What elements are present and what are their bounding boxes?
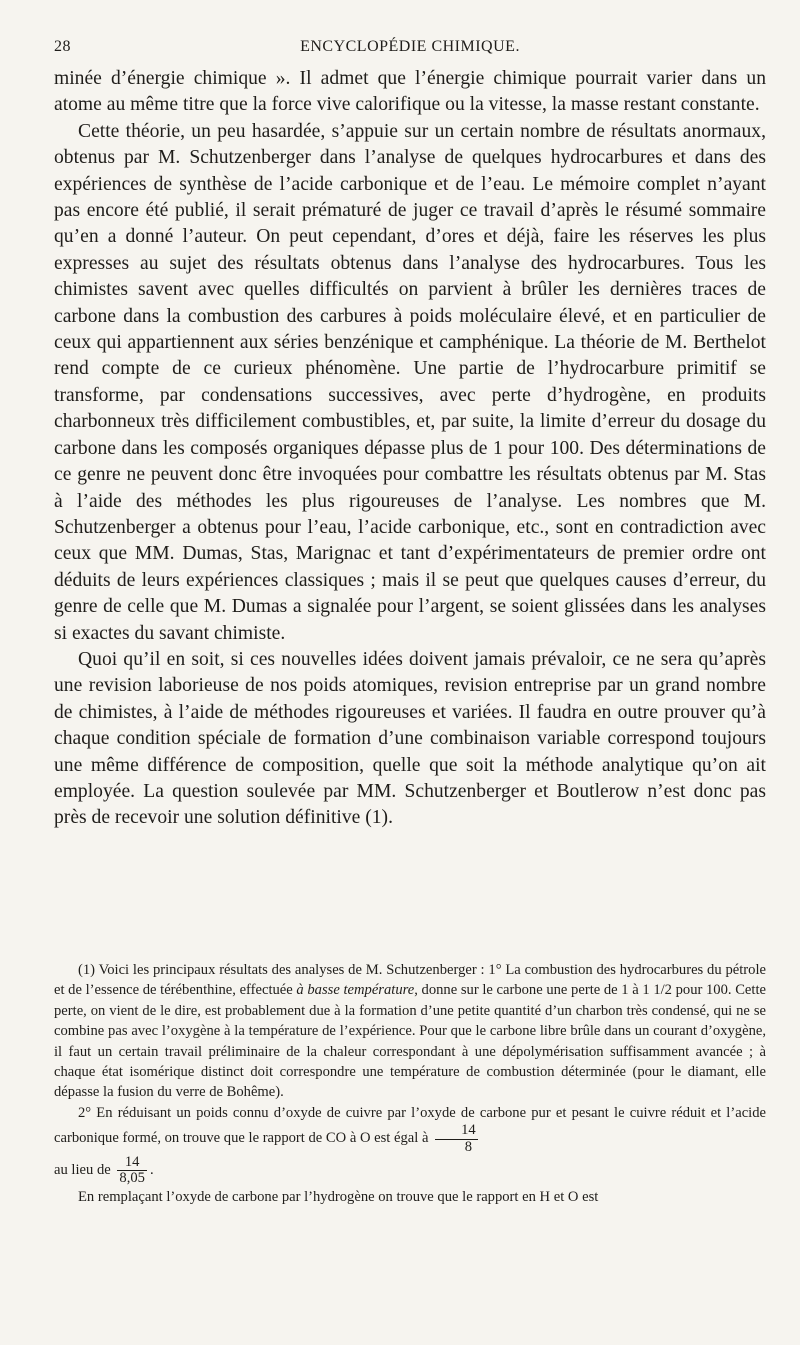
fraction-numerator: 14	[117, 1155, 147, 1171]
footnote-1-text-b: , donne sur le carbone une perte de 1 à 1 1/2 pour 100. Cette perte, on vient de le dire, est probablement due à la formation d’une petite quantité d’un charbon très condensé, qui ne se combine pas avec l’oxygène à la température de l’expérience. Pour que le carbone libre brûle dans un courant d’oxygène, il faut un certain travail préliminaire de la chaleur correspondant à une dépolymérisation suffisamment avancée ; à chaque état isomérique distinct doit correspondre une température de combustion déterminée (pour le diamant, elle dépasse la fusion du verre de Bohême).	[54, 982, 766, 1101]
body-text	[54, 66, 766, 832]
paragraph-2: Cette théorie, un peu hasardée, s’appuie sur un certain nombre de résultats anormaux, obtenus par M. Schutzenberger dans l’analyse de quelques hydrocarbures et dans des expériences de synthèse de l’acide carbonique et de l’eau. Le mémoire complet n’ayant pas encore été publié, il serait prématuré de juger ce travail d’après le résumé sommaire qu’en a donné l’auteur. On peut cependant, d’ores et déjà, faire les réserves les plus expresses au sujet des résultats obtenus dans l’analyse des hydrocarbures. Tous les chimistes savent avec quelles difficultés on parvient à brûler les dernières traces de carbone dans la combustion des carbures à poids moléculaire élevé, et en particulier de ceux qui appartiennent aux séries benzénique et camphénique. La théorie de M. Berthelot rend compte de ce curieux phénomène. Une partie de l’hydrocarbure primitif se transforme, par condensations successives, avec perte d’hydrogène, en produits charbonneux très difficilement combustibles, et, par suite, la limite d’erreur du dosage du carbone dans les composés organiques dépasse plus de 1 pour 100. Des déterminations de ce genre ne peuvent donc être invoquées pour combattre les résultats obtenus par M. Stas à l’aide des méthodes les plus rigoureuses de l’analyse. Les nombres que M. Schutzenberger a obtenus pour l’eau, l’acide carbonique, etc., sont en contradiction avec ceux que MM. Dumas, Stas, Marignac et tant d’expérimentateurs de premier ordre ont déduits de leurs expériences classiques ; mais il se peut que quelques causes d’erreur, du genre de celle que M. Dumas a signalée pour l’argent, se soient glissées dans les analyses si exactes du savant chimiste.	[54, 120, 766, 644]
fraction-numerator: 14	[435, 1123, 478, 1139]
fraction-14-over-8-05	[117, 1155, 147, 1187]
fraction-denominator: 8,05	[119, 1170, 145, 1187]
page-number: 28	[54, 38, 71, 55]
running-title: ENCYCLOPÉDIE CHIMIQUE.	[300, 38, 520, 55]
paragraph-1: minée d’énergie chimique ». Il admet que l’énergie chimique pourrait varier dans un atome au même titre que la force vive calorifique ou la vitesse, la masse restant constante.	[54, 68, 766, 116]
footnote-2-text-a: 2° En réduisant un poids connu d’oxyde de cuivre par l’oxyde de carbone pur et pesant le cuivre réduit et l’acide carbonique formé, on trouve que le rapport de CO à O est égal à	[54, 1104, 766, 1147]
footnotes	[54, 960, 766, 1207]
footnote-1	[54, 960, 766, 1103]
fraction-14-over-8	[435, 1123, 478, 1155]
footnote-2-text-b: au lieu de	[54, 1162, 111, 1179]
footnote-2-continued	[54, 1155, 766, 1187]
fraction-denominator: 8	[464, 1138, 473, 1155]
footnote-1-emphasis: à basse température	[296, 982, 415, 999]
footnote-1-text-a: (1) Voici les principaux résultats des analyses de M. Schutzenberger : 1° La combustion des hydrocarbures du pétrole et de l’essence de térébenthine, effectuée	[54, 962, 766, 999]
page	[54, 38, 766, 832]
paragraph-3: Quoi qu’il en soit, si ces nouvelles idées doivent jamais prévaloir, ce ne sera qu’après une revision laborieuse de nos poids atomiques, revision entreprise par un grand nombre de chimistes, à l’aide de méthodes rigoureuses et variées. Il faudra en outre prouver qu’à chaque condition spéciale de formation d’une combinaison variable correspond toujours une même différence de composition, quelle que soit la méthode analytique qu’on ait employée. La question soulevée par MM. Schutzenberger et Boutlerow n’est donc pas près de recevoir une solution définitive (1).	[54, 648, 766, 829]
footnote-2	[54, 1103, 766, 1155]
page-header	[54, 38, 766, 66]
footnote-2-text-c: .	[149, 1162, 154, 1179]
footnote-3: En remplaçant l’oxyde de carbone par l’hydrogène on trouve que le rapport en H et O est	[78, 1188, 599, 1205]
